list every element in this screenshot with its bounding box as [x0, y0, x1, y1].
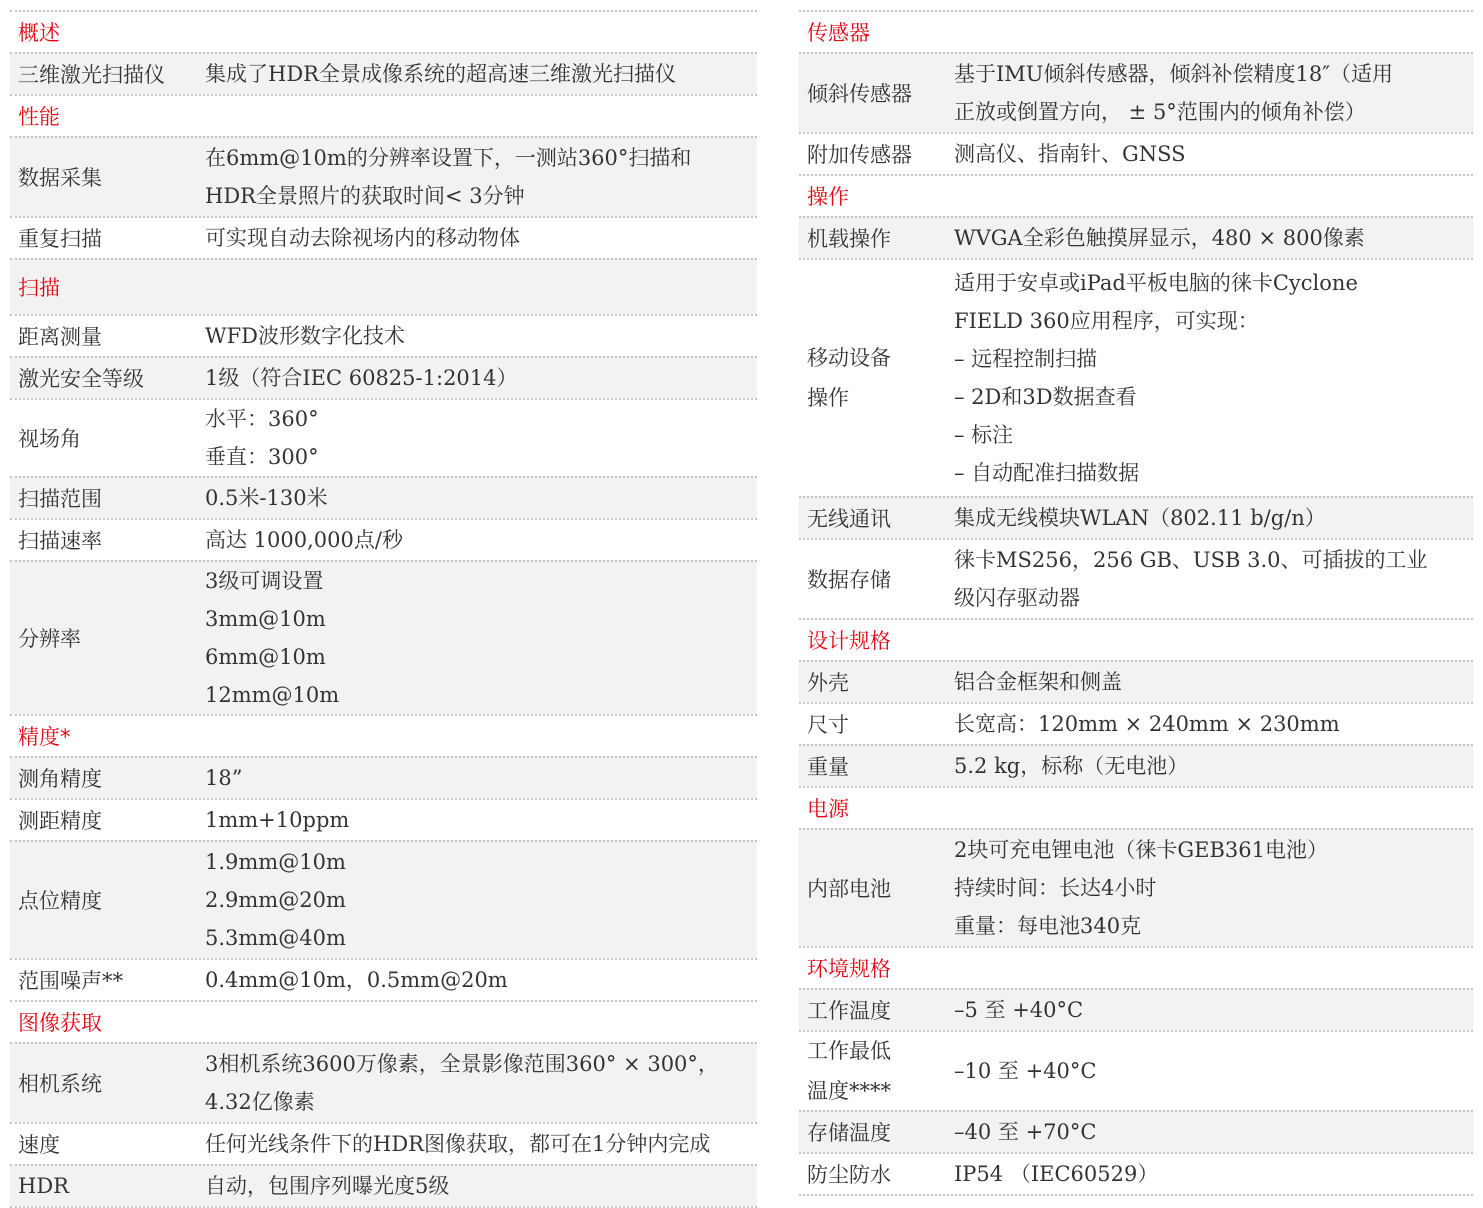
spec-value	[205, 562, 339, 714]
section-title: 环境规格	[807, 957, 891, 981]
section-header	[10, 94, 757, 136]
spec-row	[10, 314, 757, 356]
spec-value-line: 可实现自动去除视场内的移动物体	[205, 226, 520, 250]
spec-value-line: 在6mm@10m的分辨率设置下，一测站360°扫描和	[205, 146, 692, 170]
spec-row	[799, 660, 1473, 702]
spec-row	[799, 828, 1473, 946]
spec-row	[10, 476, 757, 518]
spec-row	[10, 840, 757, 958]
spec-value-line: 测高仪、指南针、GNSS	[954, 142, 1186, 166]
spec-value	[954, 135, 1186, 173]
spec-value-line: 4.32亿像素	[205, 1090, 315, 1114]
spec-row	[10, 1164, 757, 1206]
spec-label: 测距精度	[18, 809, 102, 833]
spec-label: 范围噪声**	[18, 969, 123, 993]
spec-label: 扫描速率	[18, 529, 102, 553]
spec-value	[954, 831, 1328, 945]
section-title: 图像获取	[18, 1011, 102, 1035]
spec-label: 防尘防水	[807, 1163, 891, 1187]
spec-label: 外壳	[807, 671, 849, 695]
spec-label: 数据存储	[807, 568, 891, 592]
spec-value	[954, 705, 1340, 743]
spec-row	[799, 496, 1473, 538]
spec-row	[10, 560, 757, 714]
spec-value-line: WVGA全彩色触摸屏显示，480 × 800像素	[954, 226, 1365, 250]
spec-value-line: 自动，包围序列曝光度5级	[205, 1174, 450, 1198]
spec-row	[10, 798, 757, 840]
spec-label: 重量	[807, 755, 849, 779]
spec-value	[205, 521, 403, 559]
spec-value	[954, 219, 1365, 257]
spec-value	[954, 264, 1358, 492]
spec-value-line: 5.3mm@40m	[205, 926, 346, 950]
spec-value-line: 3相机系统3600万像素，全景影像范围360° × 300°，	[205, 1052, 719, 1076]
spec-label: 点位精度	[18, 889, 102, 913]
spec-value-line: 级闪存驱动器	[954, 586, 1080, 610]
spec-value	[205, 139, 691, 215]
spec-value-line: 12mm@10m	[205, 683, 340, 707]
spec-value-line: HDR全景照片的获取时间< 3分钟	[205, 184, 525, 208]
spec-label: 视场角	[18, 427, 81, 451]
spec-label: 数据采集	[18, 166, 102, 190]
spec-value-line: 0.4mm@10m，0.5mm@20m	[205, 968, 508, 992]
spec-value	[205, 801, 349, 839]
spec-value	[954, 1052, 1096, 1090]
spec-label: 相机系统	[18, 1072, 102, 1096]
section-header	[10, 258, 757, 314]
spec-row	[10, 958, 757, 1000]
spec-value-line: 5.2 kg，标称（无电池）	[954, 754, 1189, 778]
spec-value-line: 长宽高：120mm × 240mm × 230mm	[954, 712, 1340, 736]
spec-row	[799, 744, 1473, 786]
spec-row	[799, 702, 1473, 744]
section-title: 扫描	[18, 276, 60, 300]
spec-row	[799, 258, 1473, 496]
spec-row	[799, 1110, 1473, 1152]
spec-value-line: 徕卡MS256，256 GB、USB 3.0、可插拔的工业	[954, 548, 1428, 572]
right-spec-column	[799, 10, 1473, 1196]
spec-label: 移动设备 操作	[807, 346, 891, 410]
section-title: 电源	[807, 797, 849, 821]
spec-value	[205, 1167, 449, 1205]
spec-value-line: 0.5米-130米	[205, 486, 328, 510]
spec-value-line: 重量：每电池340克	[954, 914, 1142, 938]
spec-value-line: 水平：360°	[205, 407, 319, 431]
spec-value	[954, 1155, 1158, 1193]
spec-label: 内部电池	[807, 877, 891, 901]
spec-value	[205, 1045, 719, 1121]
spec-label: 分辨率	[18, 627, 81, 651]
bottom-divider	[799, 1194, 1473, 1196]
spec-value-line: 基于IMU倾斜传感器，倾斜补偿精度18″（适用	[954, 62, 1394, 86]
spec-value-line: 1级（符合IEC 60825-1:2014）	[205, 366, 518, 390]
spec-label: 存储温度	[807, 1121, 891, 1145]
spec-row	[799, 988, 1473, 1030]
spec-value-line: 2.9mm@20m	[205, 888, 346, 912]
spec-value	[205, 759, 242, 797]
spec-row	[10, 216, 757, 258]
spec-label: 工作最低 温度****	[807, 1039, 891, 1103]
spec-value-line: –10 至 +40°C	[954, 1059, 1097, 1083]
spec-row	[10, 356, 757, 398]
section-header	[799, 174, 1473, 216]
spec-value	[205, 359, 518, 397]
spec-value-line: FIELD 360应用程序，可实现：	[954, 309, 1259, 333]
spec-value-line: – 自动配准扫描数据	[954, 461, 1140, 485]
spec-value-line: 高达 1000,000点/秒	[205, 528, 403, 552]
section-header	[799, 786, 1473, 828]
spec-label: 距离测量	[18, 325, 102, 349]
spec-label: 尺寸	[807, 713, 849, 737]
spec-value	[954, 55, 1393, 131]
spec-label: 扫描范围	[18, 487, 102, 511]
spec-value	[954, 1113, 1096, 1151]
section-header	[10, 1000, 757, 1042]
section-title: 设计规格	[807, 629, 891, 653]
section-title: 操作	[807, 185, 849, 209]
spec-row	[799, 132, 1473, 174]
spec-row	[10, 518, 757, 560]
spec-row	[10, 1042, 757, 1122]
spec-label: 机载操作	[807, 227, 891, 251]
spec-row	[10, 136, 757, 216]
spec-value	[205, 843, 346, 957]
spec-value-line: WFD波形数字化技术	[205, 324, 405, 348]
spec-value-line: 3级可调设置	[205, 569, 324, 593]
spec-row	[10, 756, 757, 798]
section-title: 性能	[18, 105, 60, 129]
spec-label: 重复扫描	[18, 227, 102, 251]
spec-label: 激光安全等级	[18, 367, 144, 391]
spec-value-line: 1mm+10ppm	[205, 808, 350, 832]
left-spec-column	[10, 10, 757, 1208]
spec-value-line: 3mm@10m	[205, 607, 326, 631]
spec-row	[799, 1152, 1473, 1194]
spec-value	[954, 747, 1188, 785]
spec-row	[799, 52, 1473, 132]
spec-label: 测角精度	[18, 767, 102, 791]
spec-value	[954, 541, 1428, 617]
spec-value-line: – 远程控制扫描	[954, 347, 1098, 371]
spec-value-line: –5 至 +40°C	[954, 998, 1084, 1022]
spec-value	[205, 1125, 710, 1163]
spec-value-line: – 2D和3D数据查看	[954, 385, 1137, 409]
spec-value	[954, 991, 1083, 1029]
spec-value-line: 垂直：300°	[205, 445, 319, 469]
spec-value	[205, 55, 676, 93]
spec-value-line: 集成无线模块WLAN（802.11 b/g/n）	[954, 506, 1326, 530]
spec-label: 三维激光扫描仪	[18, 63, 165, 87]
spec-label: 无线通讯	[807, 507, 891, 531]
spec-value-line: – 标注	[954, 423, 1014, 447]
spec-value	[954, 499, 1326, 537]
section-header	[799, 618, 1473, 660]
spec-label: 工作温度	[807, 999, 891, 1023]
section-header	[10, 10, 757, 52]
spec-value-line: 持续时间：长达4小时	[954, 876, 1157, 900]
spec-value	[205, 317, 405, 355]
section-header	[10, 714, 757, 756]
section-header	[799, 946, 1473, 988]
section-title: 概述	[18, 21, 60, 45]
spec-value-line: 18”	[205, 766, 243, 790]
spec-value-line: 铝合金框架和侧盖	[954, 670, 1122, 694]
spec-label: 倾斜传感器	[807, 82, 912, 106]
section-title: 传感器	[807, 21, 870, 45]
spec-label: 附加传感器	[807, 143, 912, 167]
spec-label: HDR	[18, 1174, 69, 1198]
spec-value-line: 集成了HDR全景成像系统的超高速三维激光扫描仪	[205, 62, 676, 86]
spec-value	[205, 961, 508, 999]
spec-value-line: 2块可充电锂电池（徕卡GEB361电池）	[954, 838, 1328, 862]
spec-value-line: 任何光线条件下的HDR图像获取，都可在1分钟内完成	[205, 1132, 711, 1156]
section-title: 精度*	[18, 725, 71, 749]
spec-row	[10, 52, 757, 94]
spec-value	[954, 663, 1122, 701]
spec-value-line: 1.9mm@10m	[205, 850, 346, 874]
spec-value-line: –40 至 +70°C	[954, 1120, 1097, 1144]
spec-value-line: 6mm@10m	[205, 645, 326, 669]
spec-value-line: 适用于安卓或iPad平板电脑的徕卡Cyclone	[954, 271, 1358, 295]
spec-row	[10, 1122, 757, 1164]
section-header	[799, 10, 1473, 52]
spec-value	[205, 479, 328, 517]
spec-value	[205, 219, 520, 257]
spec-row	[10, 398, 757, 476]
spec-value-line: 正放或倒置方向， ± 5°范围内的倾角补偿）	[954, 100, 1366, 124]
spec-row	[799, 1030, 1473, 1110]
spec-label: 速度	[18, 1133, 60, 1157]
spec-value	[205, 400, 319, 476]
spec-row	[799, 538, 1473, 618]
spec-value-line: IP54 （IEC60529）	[954, 1162, 1159, 1186]
spec-row	[799, 216, 1473, 258]
